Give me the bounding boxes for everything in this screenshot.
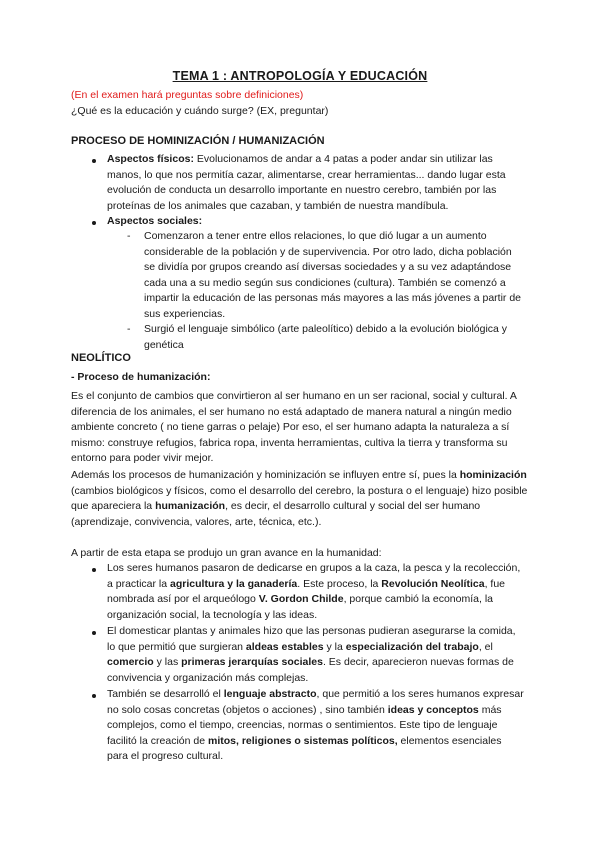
text-run: más complejos, como el tiempo, creencias, normas o sentimientos. Este tipo de lenguaje facilitó la creación de xyxy=(107,703,502,747)
text-run: (cambios biológicos y físicos, como el desarrollo del cerebro, la postura o el lenguaje) hizo posible que apareciera la xyxy=(71,484,528,513)
bullet-domesticar xyxy=(107,624,525,686)
subheading-humanizacion: - Proceso de humanización: xyxy=(71,371,211,383)
bold-term: Revolución Neolítica xyxy=(381,577,485,590)
bullet-aspectos-fisicos xyxy=(107,152,525,214)
bullet-agricultura xyxy=(107,561,525,623)
text-run: elementos esenciales para el progreso cultural. xyxy=(107,734,502,763)
bullet-dot xyxy=(92,221,96,225)
sub-item-relaciones: Comenzaron a tener entre ellos relaciones, lo que dió lugar a un aumento considerable de la población y de supervivencia. Por otro lado, dicha población se dividía por grupos creando así diversas sociedades y a su vez adaptándose cada una a su medio según sus condiciones (cultura). También se comenzó a impartir la educación de las personas más mayores a las más jóvenes a partir de sus experiencias. xyxy=(144,230,522,320)
bold-term: mitos, religiones o sistemas políticos, xyxy=(207,734,398,747)
text-run: , que permitió a los seres humanos expresar no solo cosas concretas (objetos o acciones) , sino también xyxy=(107,688,524,716)
bullet-text: Evolucionamos de andar a 4 patas a poder andar sin utilizar las manos, lo que nos permitía cazar, alimentarse, crear herramientas... dando lugar esta evolución de conducta un desarrollo importante en nuestro cerebro, también por las proteínas de los animales que cazaban, y también de nuestra mandíbula. xyxy=(107,153,506,212)
bold-term: humanización xyxy=(155,500,226,513)
bullet-dot xyxy=(92,568,96,572)
bold-term: aldeas estables xyxy=(245,640,324,653)
bold-term: ideas y conceptos xyxy=(387,703,479,716)
bullet-dot xyxy=(92,631,96,635)
section-heading-neolitico: NEOLÍTICO xyxy=(71,352,131,364)
text-run: . Este proceso, la xyxy=(297,577,382,590)
sub-item-lenguaje: Surgió el lenguaje simbólico (arte paleolítico) debido a la evolución biológica y genética xyxy=(144,323,508,351)
bold-term: comercio xyxy=(107,656,154,669)
bullet-label: Aspectos sociales: xyxy=(107,215,203,227)
bold-term: V. Gordon Childe xyxy=(258,593,344,606)
bold-term: lenguaje abstracto xyxy=(223,688,317,700)
bullet-dot xyxy=(92,694,96,698)
text-run: , porque cambió la economía, la organización social, la tecnología y las ideas. xyxy=(107,593,493,621)
question-line: ¿Qué es la educación y cuándo surge? (EX, preguntar) xyxy=(71,105,329,117)
text-run: También se desarrolló el xyxy=(107,688,224,700)
bullet-dot xyxy=(92,159,96,163)
bold-term: hominización xyxy=(459,469,527,481)
bullet-aspectos-sociales xyxy=(107,214,202,230)
text-run: El domesticar plantas y animales hizo que las personas pudieran asegurarse la comida, lo que permitió que surgieran xyxy=(107,625,516,653)
dash-marker: - xyxy=(127,323,131,335)
paragraph-humanizacion: Es el conjunto de cambios que convirtieron al ser humano en un ser racional, social y cultural. A diferencia de los animales, el ser humano no está adaptado de manera natural a ningún medio ambiente concreto ( no tiene garras o pelaje) Por eso, el ser humano adapta la naturaleza a sí mismo: construye refugios, fabrica ropa, inventa herramientas, cultiva la tierra y transforma su entorno para poder vivir mejor. xyxy=(71,390,517,465)
bullet-label: Aspectos físicos: xyxy=(107,153,194,165)
section-heading-hominizacion: PROCESO DE HOMINIZACIÓN / HUMANIZACIÓN xyxy=(71,135,325,147)
paragraph-hominizacion xyxy=(71,468,531,530)
bullet-lenguaje-abstracto xyxy=(107,687,525,765)
text-run: . Es decir, aparecieron nuevas formas de convivencia y organización más complejas. xyxy=(107,656,514,684)
bold-term: agricultura y la ganadería xyxy=(170,577,298,590)
text-run: , fue nombrada así por el arqueólogo xyxy=(107,577,506,606)
text-run: y la xyxy=(323,640,346,653)
bold-term: primeras jerarquías sociales xyxy=(181,656,323,669)
exam-note: (En el examen hará preguntas sobre definiciones) xyxy=(71,89,304,101)
text-run: Además los procesos de humanización y hominización se influyen entre sí, pues la xyxy=(71,469,460,481)
text-run: Los seres humanos pasaron de dedicarse en grupos a la caza, la pesca y la recolección, a practicar la xyxy=(107,562,521,590)
text-run: y las xyxy=(153,656,182,669)
page-title: TEMA 1 : ANTROPOLOGÍA Y EDUCACIÓN xyxy=(172,69,428,83)
bold-term: especialización del trabajo xyxy=(345,640,479,653)
text-run: , es decir, el desarrollo cultural y social del ser humano (aprendizaje, convivencia, valores, arte, técnica, etc.). xyxy=(71,500,481,528)
intro-line: A partir de esta etapa se produjo un gran avance en la humanidad: xyxy=(71,547,382,559)
dash-marker: - xyxy=(127,230,131,242)
text-run: , el xyxy=(478,640,493,653)
